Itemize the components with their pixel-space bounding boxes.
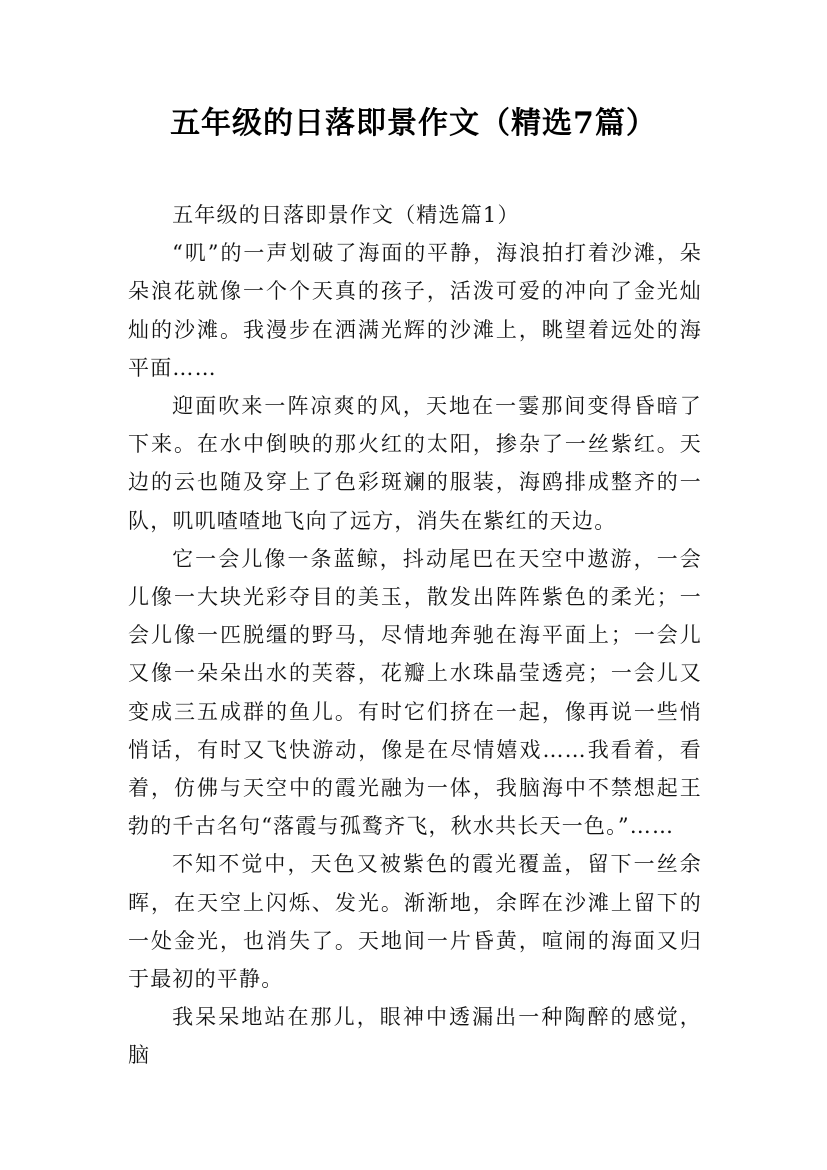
- document-title: 五年级的日落即景作文（精选7篇）: [170, 106, 657, 141]
- paragraph-2: 迎面吹来一阵凉爽的风，天地在一霎那间变得昏暗了下来。在水中倒映的那火红的太阳，掺杂了一丝紫红。天边的云也随及穿上了色彩斑斓的服装，海鸥排成整齐的一队，叽叽喳喳地飞向了远方，消失在紫红的天边。: [128, 394, 702, 533]
- section-heading: 五年级的日落即景作文（精选篇1）: [172, 203, 520, 227]
- paragraph-3: 它一会儿像一条蓝鲸，抖动尾巴在天空中遨游，一会儿像一大块光彩夺目的美玉，散发出阵阵紫色的柔光；一会儿像一匹脱缰的野马，尽情地奔驰在海平面上；一会儿又像一朵朵出水的芙蓉，花瓣上水珠晶莹透亮；一会儿又变成三五成群的鱼儿。有时它们挤在一起，像再说一些悄悄话，有时又飞快游动，像是在尽情嬉戏……我看着，看着，仿佛与天空中的霞光融为一体，我脑海中不禁想起王勃的千古名句“落霞与孤鹜齐飞，秋水共长天一色。”……: [128, 546, 702, 839]
- document-body: [128, 196, 702, 1075]
- paragraph-1: “叽”的一声划破了海面的平静，海浪拍打着沙滩，朵朵浪花就像一个个天真的孩子，活泼可爱的冲向了金光灿灿的沙滩。我漫步在洒满光辉的沙滩上，眺望着远处的海平面……: [128, 241, 702, 380]
- paragraph-4: 不知不觉中，天色又被紫色的霞光覆盖，留下一丝余晖，在天空上闪烁、发光。渐渐地，余晖在沙滩上留下的一处金光，也消失了。天地间一片昏黄，喧闹的海面又归于最初的平静。: [128, 852, 702, 992]
- paragraph-5: 我呆呆地站在那儿，眼神中透漏出一种陶醉的感觉，脑: [128, 1005, 702, 1068]
